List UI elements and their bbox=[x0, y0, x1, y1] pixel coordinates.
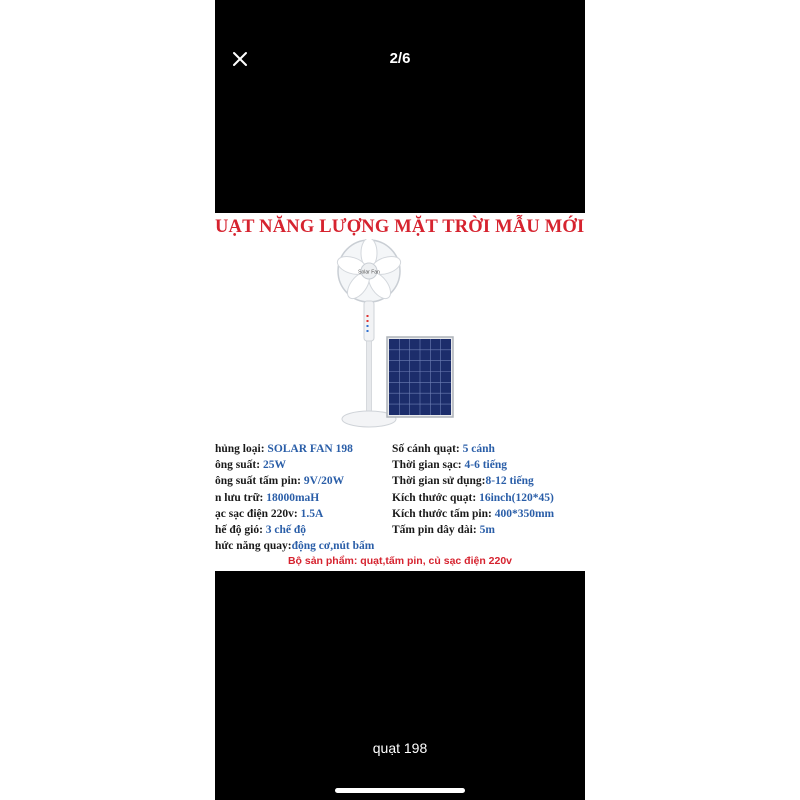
image-viewer bbox=[215, 0, 585, 800]
spec-row bbox=[215, 492, 374, 508]
spec-value: 400*350mm bbox=[494, 507, 555, 520]
spec-label: Số cánh quạt: bbox=[392, 443, 463, 455]
spec-label: hức năng quay: bbox=[215, 540, 292, 553]
spec-label: Kích thước quạt: bbox=[392, 491, 480, 504]
product-title: UẠT NĂNG LƯỢNG MẶT TRỜI MẪU MỚI bbox=[215, 217, 585, 237]
image-caption: quạt 198 bbox=[372, 740, 428, 756]
fan-brand-label: Solar Fan bbox=[358, 269, 380, 276]
spec-value: 4-6 tiếng bbox=[464, 459, 507, 472]
spec-list-right bbox=[392, 443, 554, 540]
spec-value: 9V/20W bbox=[303, 475, 345, 488]
spec-label: ông suất tấm pin: bbox=[215, 475, 304, 488]
spec-label: Thời gian sạc: bbox=[392, 459, 465, 472]
bundle-contents: Bộ sản phẩm: quạt,tấm pin, củ sạc điện 220v bbox=[287, 555, 513, 567]
spec-label: ạc sạc điện 220v: bbox=[215, 507, 301, 520]
spec-label: Kích thước tấm pin: bbox=[392, 507, 495, 520]
spec-value: 25W bbox=[262, 459, 286, 472]
spec-row bbox=[215, 508, 374, 524]
spec-value: 5m bbox=[479, 523, 495, 536]
spec-value: SOLAR FAN 198 bbox=[267, 443, 353, 455]
solar-panel bbox=[387, 337, 453, 417]
spec-row bbox=[215, 443, 374, 459]
product-image[interactable] bbox=[215, 213, 585, 571]
spec-label: n lưu trữ: bbox=[215, 491, 267, 504]
fan-and-panel-illustration bbox=[325, 239, 465, 439]
spec-value: 16inch(120*45) bbox=[479, 491, 554, 504]
spec-row bbox=[392, 443, 554, 459]
spec-label: Tấm pin dây dài: bbox=[392, 523, 480, 536]
spec-row bbox=[392, 492, 554, 508]
spec-row bbox=[392, 508, 554, 524]
spec-row bbox=[215, 524, 374, 540]
spec-value: 18000maH bbox=[266, 491, 320, 504]
spec-label: hế độ gió: bbox=[215, 523, 266, 536]
spec-list-left bbox=[215, 443, 374, 556]
spec-value: 3 chế độ bbox=[265, 523, 307, 536]
spec-label: ông suất: bbox=[215, 459, 263, 472]
spec-label: hủng loại: bbox=[215, 443, 268, 455]
spec-row bbox=[392, 459, 554, 475]
spec-row bbox=[392, 475, 554, 491]
spec-value: 5 cánh bbox=[462, 443, 495, 455]
spec-row bbox=[392, 524, 554, 540]
spec-value: 8-12 tiếng bbox=[485, 475, 534, 488]
spec-value: 1.5A bbox=[300, 507, 324, 520]
fan-head bbox=[335, 239, 403, 302]
home-indicator[interactable] bbox=[335, 788, 465, 793]
spec-value: động cơ,nút bấm bbox=[291, 540, 375, 553]
spec-row bbox=[215, 540, 374, 556]
spec-label: Thời gian sử dụng: bbox=[392, 475, 486, 488]
spec-row bbox=[215, 459, 374, 475]
spec-row bbox=[215, 475, 374, 491]
image-counter: 2/6 bbox=[389, 50, 411, 67]
